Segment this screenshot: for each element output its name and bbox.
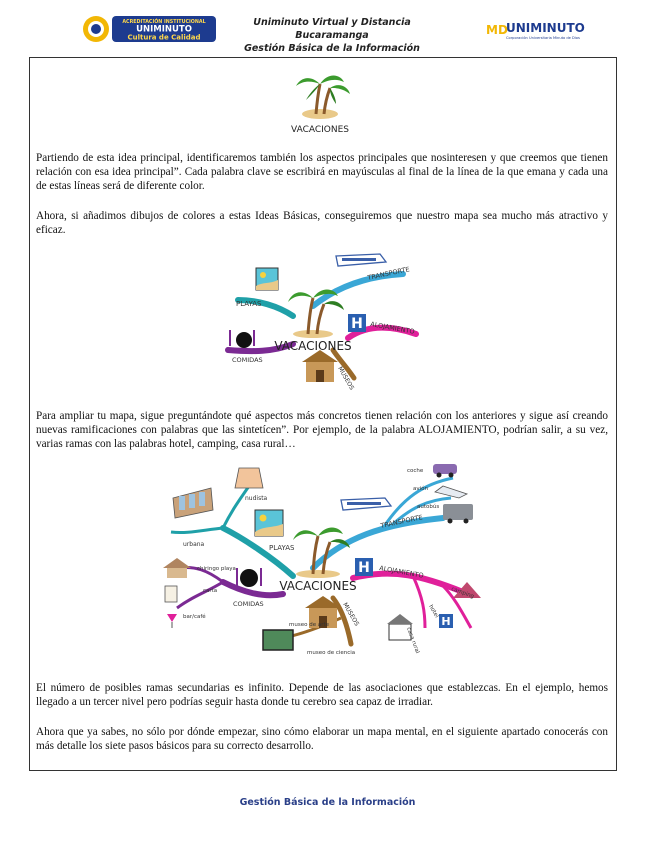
svg-text:H: H [441, 615, 451, 628]
map2-center-label: VACACIONES [279, 579, 357, 593]
cocktail-icon [167, 614, 177, 628]
map2-label-museo-ciencia: museo de ciencia [307, 650, 356, 656]
map2-label-hotel: hotel [427, 604, 440, 620]
paragraph-2: Ahora, si añadimos dibujos de colores a estas Ideas Básicas, conseguiremos que nuestro mapa sea mucho más atractivo y eficaz. [36, 210, 608, 236]
logo-line3: Cultura de Calidad [127, 33, 201, 42]
map1-label-comidas: COMIDAS [232, 356, 263, 364]
map1-label-alojamiento: ALOJAMIENTO [369, 320, 416, 336]
map2-label-transporte: TRANSPORTE [379, 513, 424, 530]
map2-label-chiringo: chiringo playa [197, 566, 236, 572]
map2-label-camping: camping [450, 586, 475, 601]
car-icon [433, 464, 457, 478]
map2-label-avion: avión [413, 486, 429, 492]
map2-label-comidas: COMIDAS [233, 600, 264, 608]
map2-label-alojamiento: ALOJAMIENTO [378, 564, 425, 580]
page-footer: Gestión Básica de la Información [239, 797, 416, 808]
paragraph-5: Ahora que ya sabes, no sólo por dónde empezar, sino cómo elaborar un mapa mental, en el siguiente apartado conocerás con más detalle los siete pasos básicos para su correcto desarrollo. [36, 726, 608, 752]
palm-island-icon [293, 528, 350, 579]
nudist-beach-icon [235, 468, 263, 488]
menu-card-icon [165, 586, 177, 602]
paragraph-1: Partiendo de esta idea principal, identificaremos también los aspectos principales que nosinteresen y que creemos que tienen relación con esa idea principal”. Cada palabra clave se escribirá en mayúsculas al final de la línea de la que emana y cada una de estas líneas será de diferente color. [36, 152, 608, 192]
food-plate-icon [237, 568, 261, 587]
page-header-title [232, 16, 432, 55]
palm-island-icon [296, 76, 350, 120]
food-plate-icon [230, 330, 254, 348]
map1-label-transporte: TRANSPORTE [366, 265, 411, 282]
svg-text:H: H [351, 316, 363, 332]
palm-island-icon [288, 290, 344, 339]
map2-label-urbana: urbana [183, 541, 205, 548]
map2-label-casa-rural: casa rural [405, 626, 421, 655]
figure-vacaciones [280, 66, 360, 138]
map2-label-carta: carta [203, 588, 218, 594]
map2-label-barcafe: bar/café [183, 614, 206, 620]
mind-map-basic [218, 246, 428, 394]
map2-label-museo-arte: museo de arte [289, 622, 330, 628]
beach-picture-icon [255, 510, 283, 536]
hotel-sign-icon [348, 314, 366, 332]
train-icon [336, 254, 386, 266]
logo-name: UNIMINUTO [506, 21, 585, 35]
beach-bar-icon [163, 558, 191, 578]
paragraph-3: Para ampliar tu mapa, sigue preguntándote qué aspectos más concretos tienen relación con los anteriores y sigue así creando nuevas ramificaciones con palabras que las sintetícen”. Por ejemplo, de la palabra ALOJAMIENTO, podrían salir, a su vez, varias ramas con las palabras hotel, camping, casa rural… [36, 410, 608, 450]
svg-text:H: H [358, 560, 370, 576]
map1-label-museos: MUSEOS [336, 365, 356, 392]
airplane-icon [435, 486, 467, 498]
museum-hut-icon [302, 350, 338, 382]
logo-mark: MD [486, 23, 508, 37]
logo-line1: ACREDITACIÓN INSTITUCIONAL [122, 20, 206, 25]
hotel-sign-small-icon [439, 614, 453, 628]
beach-picture-icon [256, 268, 278, 290]
figure1-caption: VACACIONES [290, 125, 350, 135]
city-picture-icon [173, 488, 213, 518]
map2-label-coche: coche [407, 468, 424, 474]
map2-label-nudista: nudista [245, 495, 268, 502]
header-title-line1: Uniminuto Virtual y Distancia Bucaramanga [253, 17, 411, 41]
mind-map-extended [163, 458, 483, 670]
header-title-line2: Gestión Básica de la Información [244, 43, 420, 54]
train-icon [341, 498, 391, 510]
logo-tagline: Corporación Universitaria Minuto de Dios [506, 36, 580, 40]
map2-label-playas: PLAYAS [269, 544, 295, 552]
uniminuto-logo [486, 20, 606, 42]
hotel-sign-icon [355, 558, 373, 576]
map2-label-autobus: autobús [417, 504, 440, 510]
map2-label-museos: MUSEOS [341, 601, 361, 628]
logo-line2: UNIMINUTO [136, 24, 192, 35]
map1-label-playas: PLAYAS [236, 300, 262, 308]
map1-center-label: VACACIONES [274, 339, 352, 353]
acreditacion-logo [82, 14, 218, 44]
painting-icon [263, 630, 293, 650]
paragraph-4: El número de posibles ramas secundarias es infinito. Depende de las asociaciones que establezcas. En el ejemplo, hemos llegado a un tercer nivel pero podrías seguir hasta donde tu cerebro sea capaz de irradiar. [36, 682, 608, 708]
bus-icon [443, 504, 473, 524]
